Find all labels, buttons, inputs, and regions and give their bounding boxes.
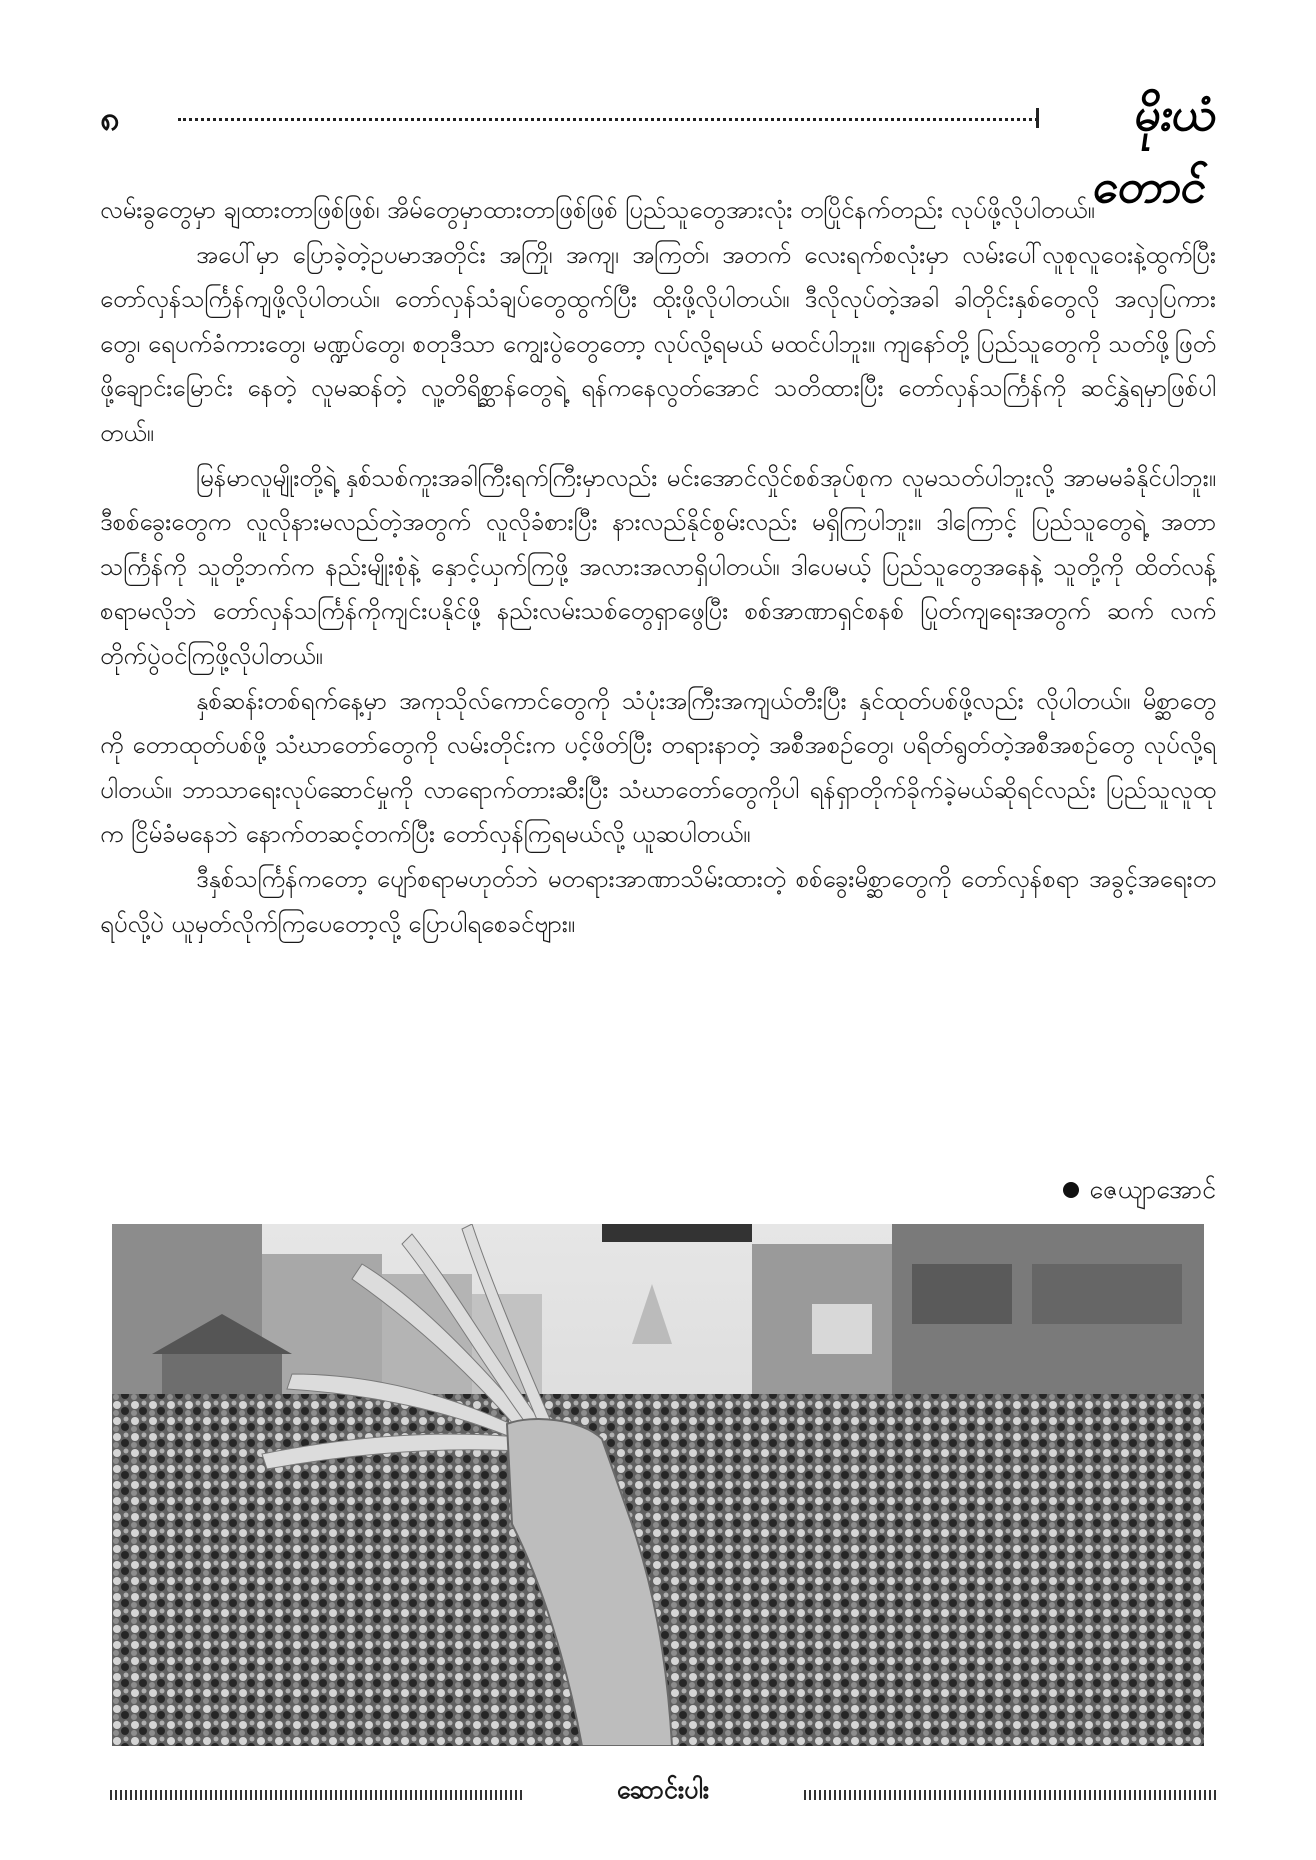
article-paragraph: နှစ်ဆန်းတစ်ရက်နေ့မှာ အကုသိုလ်ကောင်တွေကို သံပုံးအကြီးအကျယ်တီးပြီး နှင်ထုတ်ပစ်ဖို့လည်း လိုပါတယ်။ မိစ္ဆာတွေကို တောထုတ်ပစ်ဖို့ သံဃာတော်တွေကို လမ်းတိုင်းက ပင့်ဖိတ်ပြီး တရားနာတဲ့ အစီအစဉ်တွေ၊ ပရိတ်ရွတ်တဲ့အစီအစဉ်တွေ လုပ်လို့ရပါတယ်။ ဘာသာရေးလုပ်ဆောင်မှုကို လာရောက်တားဆီးပြီး သံဃာတော်တွေကိုပါ ရန်ရှာတိုက်ခိုက်ခဲ့မယ်ဆိုရင်လည်း ပြည်သူလူထုက ငြိမ်ခံမနေဘဲ နောက်တဆင့်တက်ပြီး တော်လှန်ကြရမယ်လို့ ယူဆပါတယ်။ (100, 686, 1216, 849)
article-body (100, 188, 1216, 946)
page-footer (110, 1770, 1216, 1810)
footer-rule-right (804, 1790, 1216, 1800)
bullet-icon (1063, 1182, 1079, 1198)
byline (1063, 1170, 1216, 1210)
masthead-logo: မိုးယံတောင် (1089, 87, 1220, 213)
article-paragraph: မြန်မာလူမျိုးတို့ရဲ့ နှစ်သစ်ကူးအခါကြီးရက်ကြီးမှာလည်း မင်းအောင်လှိုင်စစ်အုပ်စုက လူမသတ်ပါဘူးလို့ အာမမခံနိုင်ပါဘူး။ ဒီစစ်ခွေးတွေက လူလိုနားမလည်တဲ့အတွက် လူလိုခံစားပြီး နားလည်နိုင်စွမ်းလည်း မရှိကြပါဘူး။ ဒါကြောင့် ပြည်သူတွေရဲ့ အတာသင်္ကြန်ကို သူတို့ဘက်က နည်းမျိုးစုံနဲ့ နှောင့်ယှက်ကြဖို့ အလားအလာရှိပါတယ်။ ဒါပေမယ့် ပြည်သူတွေအနေနဲ့ သူတို့ကို ထိတ်လန့်စရာမလိုဘဲ တော်လှန်သင်္ကြန်ကိုကျင်းပနိုင်ဖို့ နည်းလမ်းသစ်တွေရှာဖွေပြီး စစ်အာဏာရှင်စနစ် ပြုတ်ကျရေးအတွက် ဆက် လက်တိုက်ပွဲဝင်ကြဖို့လိုပါတယ်။ (100, 463, 1216, 670)
protest-crowd-photo (112, 1224, 1204, 1746)
author-name: ဇေယျာအောင် (1089, 1175, 1216, 1204)
article-paragraph: ဒီနှစ်သင်္ကြန်ကတော့ ပျော်စရာမဟုတ်ဘဲ မတရားအာဏာသိမ်းထားတဲ့ စစ်ခွေးမိစ္ဆာတွေကို တော်လှန်စရာ အခွင့်အရေးတရပ်လို့ပဲ ယူမှတ်လိုက်ကြပေတော့လို့ ပြောပါရစေခင်ဗျား။ (100, 864, 1216, 938)
section-label: ဆောင်းပါး (616, 1775, 710, 1804)
article-paragraph: လမ်းခွတွေမှာ ချထားတာဖြစ်ဖြစ်၊ အိမ်တွေမှာထားတာဖြစ်ဖြစ် ပြည်သူတွေအားလုံး တပြိုင်နက်တည်း လုပ်ဖို့လိုပါတယ်။ (100, 196, 1095, 224)
header-dotted-rule (178, 118, 1038, 121)
article-paragraph: အပေါ်မှာ ပြောခဲ့တဲ့ဥပမာအတိုင်း အကြို၊ အကျ၊ အကြတ်၊ အတက် လေးရက်စလုံးမှာ လမ်းပေါ်လူစုလူဝေးနဲ့ထွက်ပြီး တော်လှန်သင်္ကြန်ကျဖို့လိုပါတယ်။ တော်လှန်သံချပ်တွေထွက်ပြီး ထိုးဖို့လိုပါတယ်။ ဒီလိုလုပ်တဲ့အခါ ခါတိုင်းနှစ်တွေလို အလှပြကားတွေ၊ ရေပက်ခံကားတွေ၊ မဏ္ဍပ်တွေ၊ စတုဒီသာ ကျွေးပွဲတွေတော့ လုပ်လို့ရမယ် မထင်ပါဘူး။ ကျနော်တို့ ပြည်သူတွေကို သတ်ဖို့ဖြတ်ဖို့ချောင်းမြောင်း နေတဲ့ လူမဆန်တဲ့ လူ့တိရိစ္ဆာန်တွေရဲ့ ရန်ကနေလွတ်အောင် သတိထားပြီး တော်လှန်သင်္ကြန်ကို ဆင်နွှဲရမှာဖြစ်ပါတယ်။ (100, 240, 1216, 447)
page-number: ၈ (100, 99, 120, 139)
